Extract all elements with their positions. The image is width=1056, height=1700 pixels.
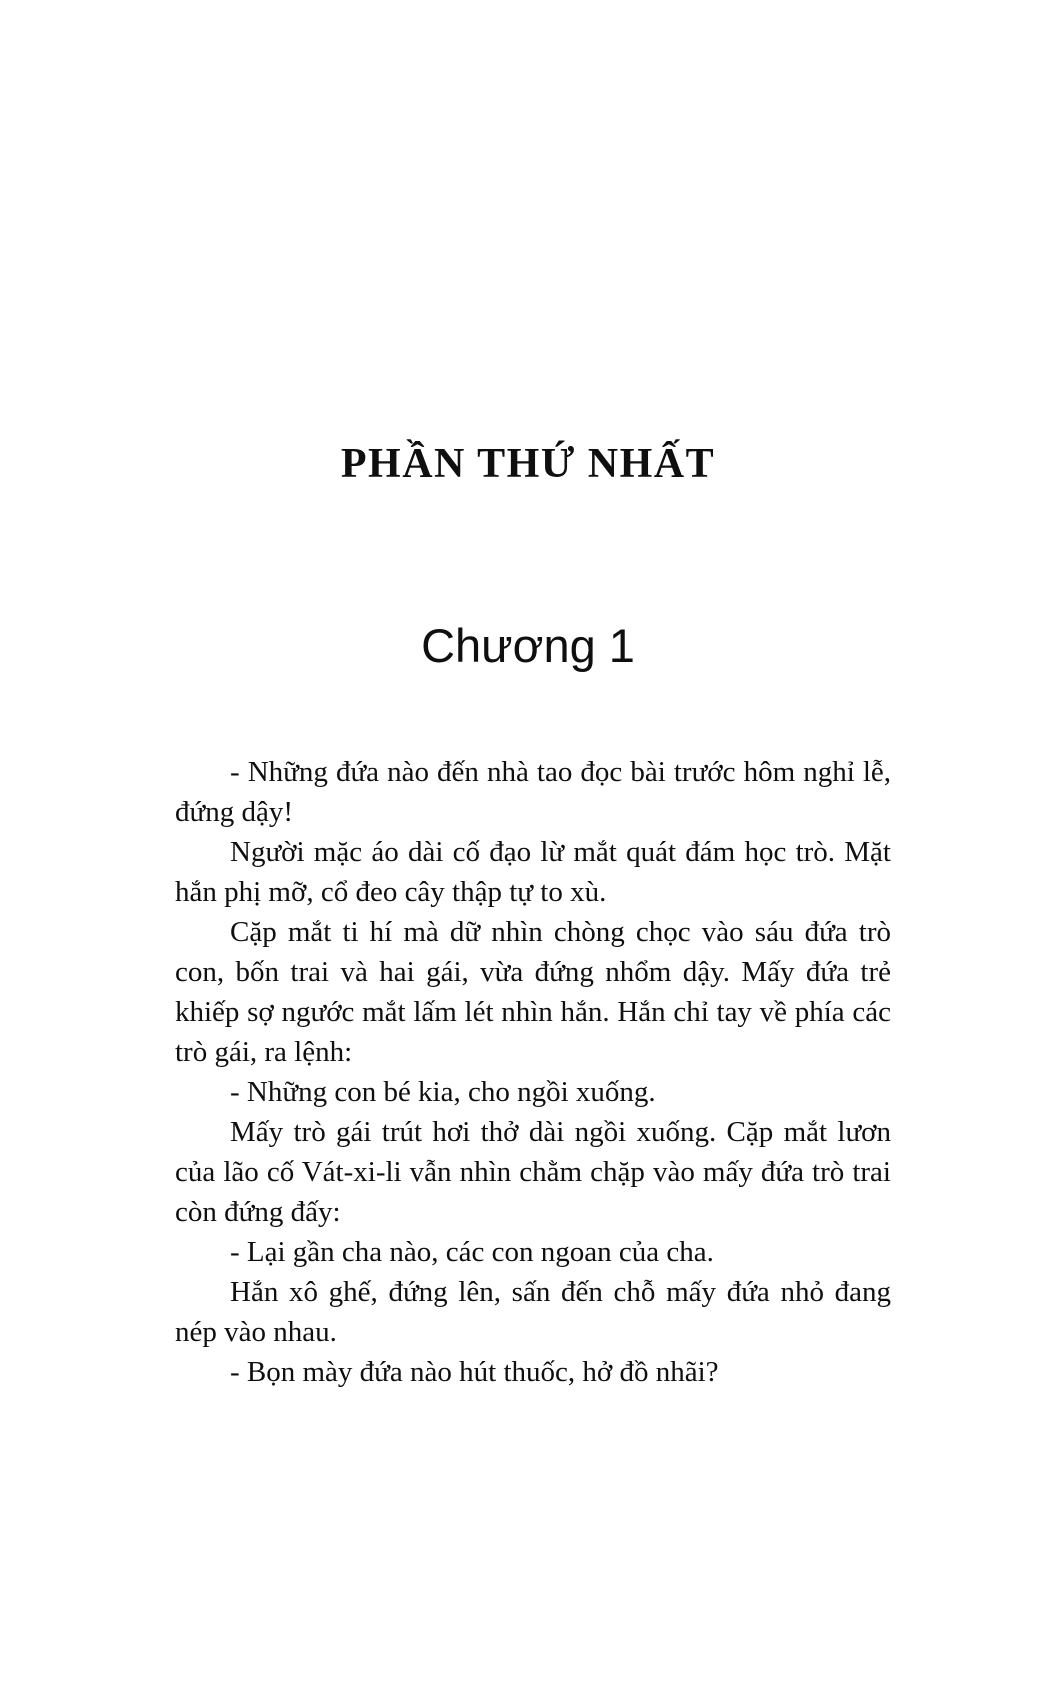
paragraph: Hắn xô ghế, đứng lên, sấn đến chỗ mấy đứa nhỏ đang nép vào nhau. xyxy=(175,1276,891,1348)
body-text xyxy=(175,752,891,1392)
paragraph: - Những con bé kia, cho ngồi xuống. xyxy=(230,1076,656,1108)
paragraph: - Lại gần cha nào, các con ngoan của cha. xyxy=(230,1236,714,1268)
chapter-title: Chương 1 xyxy=(421,619,635,672)
paragraph: Mấy trò gái trút hơi thở dài ngồi xuống. Cặp mắt lươn của lão cố Vát-xi-li vẫn nhìn chằm chặp vào mấy đứa trò trai còn đứng đấy: xyxy=(175,1116,891,1228)
part-title: PHẦN THỨ NHẤT xyxy=(340,441,716,487)
paragraph: - Bọn mày đứa nào hút thuốc, hở đồ nhãi? xyxy=(230,1356,719,1388)
paragraph: Người mặc áo dài cố đạo lừ mắt quát đám học trò. Mặt hắn phị mỡ, cổ đeo cây thập tự to xù. xyxy=(175,836,891,908)
paragraph: - Những đứa nào đến nhà tao đọc bài trước hôm nghỉ lễ, đứng dậy! xyxy=(175,756,891,828)
paragraph: Cặp mắt ti hí mà dữ nhìn chòng chọc vào sáu đứa trò con, bốn trai và hai gái, vừa đứng nhổm dậy. Mấy đứa trẻ khiếp sợ ngước mắt lấm lét nhìn hắn. Hắn chỉ tay về phía các trò gái, ra lệnh: xyxy=(175,916,891,1068)
